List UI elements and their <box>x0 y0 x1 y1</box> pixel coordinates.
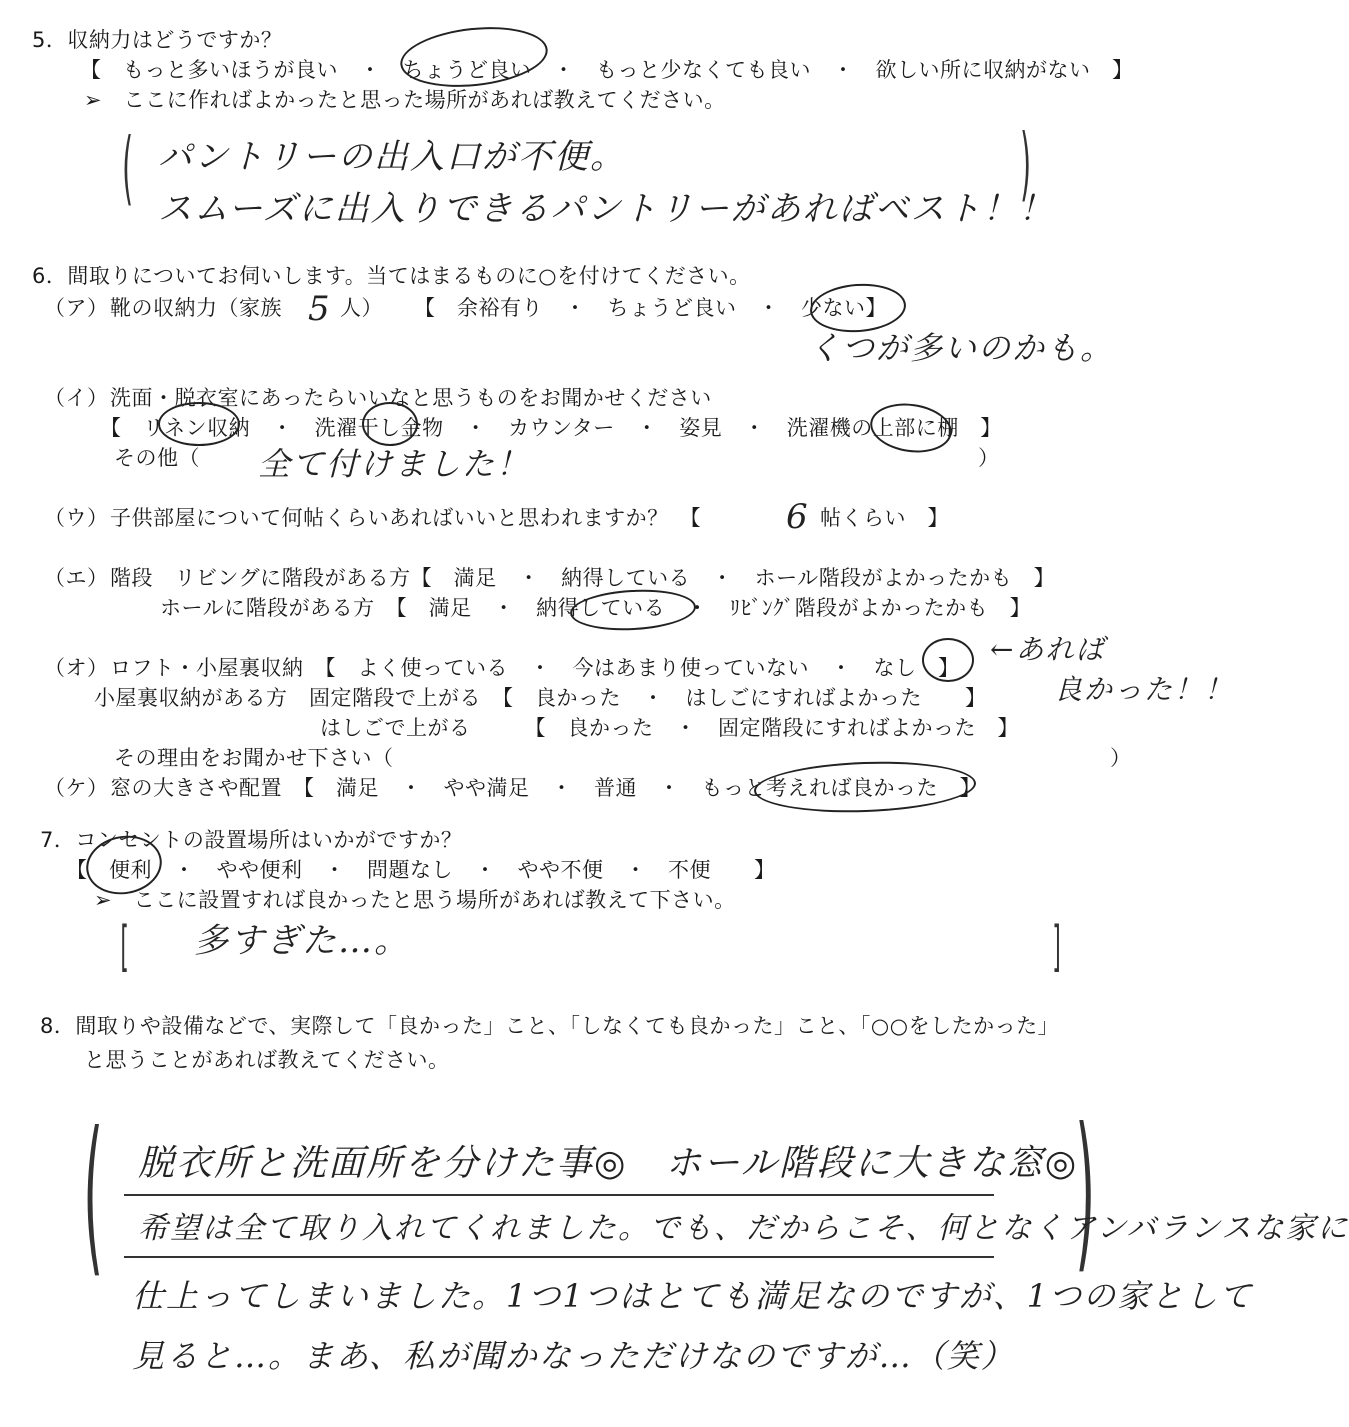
q8-title2: と思うことがあれば教えてください。 <box>84 1048 450 1072</box>
answer-circle-q6b-drying <box>362 402 418 446</box>
q6-a-handwritten-note: くつが多いのかも。 <box>808 329 1115 367</box>
q5-title: 5．収納力はどうですか？ <box>32 28 283 52</box>
q6-title: 6．間取りについてお伺いします。当てはまるものに○を付けてください。 <box>32 264 751 288</box>
answer-circle-q6b-shelf <box>867 399 955 458</box>
q6-e-reason: その理由をお聞かせ下さい（ <box>114 746 394 770</box>
q6-a-family-count: 5 <box>308 289 332 329</box>
q5-options: 【 もっと多いほうが良い ・ ちょうど良い ・ もっと少なくても良い ・ 欲しい所に収納がない 】 <box>80 58 1134 82</box>
q6-b-other-label: その他（ <box>114 446 200 470</box>
q8-handwritten-line3: 仕上ってしまいました。1つ1つはとても満足なのですが、1つの家として <box>132 1277 1254 1315</box>
q6-e-label: （オ） <box>44 656 109 680</box>
q6-a-text: 靴の収納力（家族 <box>110 296 282 320</box>
q7-answer-close-bracket: ] <box>1052 915 1061 978</box>
answer-circle-q5 <box>397 20 550 93</box>
q5-handwritten-answer-line2: スムーズに出入りできるパントリーがあればベスト！！ <box>158 189 1055 229</box>
q6-a-text-after: 人） <box>340 296 383 320</box>
q6-c-text: 子供部屋について何帖くらいあればいいと思われますか？ 【 <box>110 506 702 530</box>
q5-answer-close-bracket: ) <box>1020 117 1032 210</box>
answer-circle-q6e <box>922 638 974 682</box>
q6-b-text: 洗面・脱衣室にあったらいいなと思うものをお聞かせください <box>110 386 712 410</box>
q6-b-options: 【 リネン収納 ・ 洗濯干し金物 ・ カウンター ・ 姿見 ・ 洗濯機の上部に棚 】 <box>100 416 1002 440</box>
answer-circle-q6d <box>569 587 697 634</box>
q8-answer-open-bracket: ( <box>83 1096 104 1294</box>
q6-b-handwritten-other: 全て付けました！ <box>258 445 531 483</box>
answer-circle-q6a <box>808 281 907 336</box>
q7-handwritten-answer: 多すぎた…。 <box>194 921 410 961</box>
q8-handwritten-line1: 脱衣所と洗面所を分けた事◎ ホール階段に大きな窓◎ <box>138 1143 1079 1184</box>
q7-options: 【 便利 ・ やや便利 ・ 問題なし ・ やや不便 ・ 不便 】 <box>66 858 776 882</box>
q6-d-text2: ホールに階段がある方 【 満足 ・ 納得している ・ ﾘﾋﾞﾝｸﾞ階段がよかったかも 】 <box>160 596 1032 620</box>
q6-c-label: （ウ） <box>44 506 109 530</box>
q5-answer-open-bracket: ( <box>122 121 134 214</box>
q6-a-label: （ア） <box>44 296 109 320</box>
q6-e-handwritten-note2: 良かった！！ <box>1054 673 1235 706</box>
q6-e-line2: 小屋裏収納がある方 固定階段で上がる 【 良かった ・ はしごにすればよかった 】 <box>94 686 987 710</box>
q6-e-handwritten-note1: ←あれば <box>990 633 1106 666</box>
q6-e-text1: ロフト・小屋裏収納 【 よく使っている ・ 今はあまり使っていない ・ なし 】 <box>110 656 960 680</box>
q7-prompt: ➢ ここに設置すれば良かったと思う場所があれば教えて下さい。 <box>94 888 736 912</box>
q6-d-text1: 階段 リビングに階段がある方【 満足 ・ 納得している ・ ホール階段がよかったかも 】 <box>110 566 1056 590</box>
q7-answer-open-bracket: [ <box>120 915 129 978</box>
q6-f-label: （ケ） <box>44 776 109 800</box>
q6-b-other-close: ） <box>978 446 1000 470</box>
answer-circle-q6f <box>753 758 977 816</box>
q6-c-handwritten-answer: 6 <box>786 497 810 537</box>
q8-title: 8．間取りや設備などで、実際して「良かった」こと、「しなくても良かった」こと、「○○をしたかった」 <box>40 1014 1060 1038</box>
q5-prompt: ➢ ここに作ればよかったと思った場所があれば教えてください。 <box>84 88 726 112</box>
q6-e-line3: はしごで上がる 【 良かった ・ 固定階段にすればよかった 】 <box>320 716 1019 740</box>
q5-handwritten-answer-line1: パントリーの出入口が不便。 <box>158 137 626 177</box>
q6-c-unit: 帖くらい 】 <box>820 506 949 530</box>
q6-f-text: 窓の大きさや配置 【 満足 ・ やや満足 ・ 普通 ・ もっと考えれば良かった 】 <box>110 776 981 800</box>
answer-circle-q6b-linen <box>158 402 240 446</box>
q8-underline-2 <box>124 1256 994 1258</box>
q8-answer-close-bracket: ) <box>1075 1092 1096 1290</box>
q7-title: 7．コンセントの設置場所はいかがですか？ <box>40 828 463 852</box>
q6-a-options: 【 余裕有り ・ ちょうど良い ・ 少ない】 <box>414 296 887 320</box>
q8-handwritten-line2: 希望は全て取り入れてくれました。でも、だからこそ、何となくアンバランスな家に <box>138 1211 1349 1246</box>
q6-d-label: （エ） <box>44 566 109 590</box>
q6-b-label: （イ） <box>44 386 109 410</box>
q8-underline-1 <box>124 1194 994 1196</box>
q8-handwritten-line4: 見ると…。まあ、私が聞かなっただけなのですが…（笑） <box>132 1337 1015 1375</box>
q6-e-reason-close: ） <box>1110 746 1132 770</box>
